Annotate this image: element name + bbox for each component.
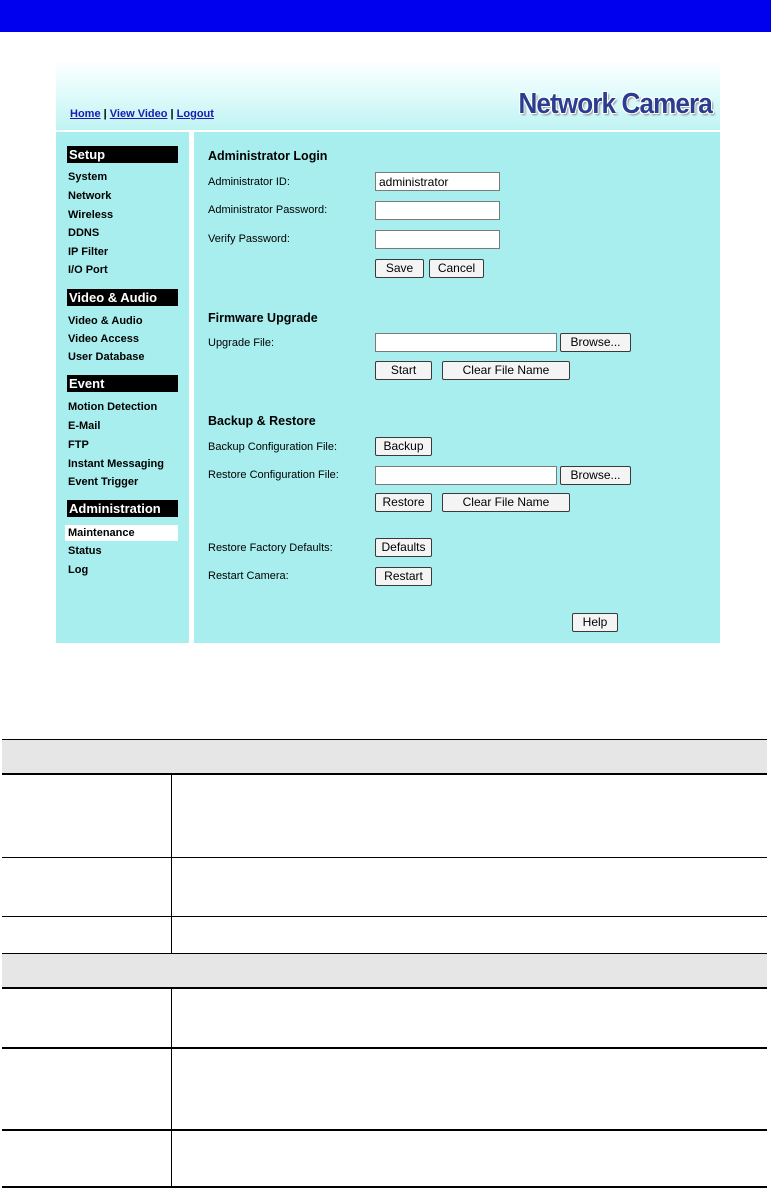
restart-camera-label: Restart Camera: [208, 570, 289, 582]
sidebar-item-ip-filter[interactable]: IP Filter [68, 246, 109, 258]
restore-browse-button[interactable]: Browse... [560, 466, 631, 485]
sidebar-item-system[interactable]: System [68, 171, 108, 183]
table-row [2, 1049, 767, 1131]
sidebar-item-email[interactable]: E-Mail [68, 420, 101, 432]
save-button[interactable]: Save [375, 259, 424, 278]
maintenance-panel [194, 132, 720, 643]
sidebar-section-administration: Administration [67, 500, 178, 517]
page-header [56, 60, 720, 130]
sidebar-item-motion-detection[interactable]: Motion Detection [68, 401, 158, 413]
sidebar-item-ddns[interactable]: DDNS [68, 227, 100, 239]
top-banner [0, 0, 771, 32]
sidebar-item-ftp[interactable]: FTP [68, 439, 89, 451]
verify-password-input[interactable] [375, 230, 500, 249]
table-cell [2, 917, 172, 953]
sidebar-item-event-trigger[interactable]: Event Trigger [68, 476, 139, 488]
backup-config-label: Backup Configuration File: [208, 441, 338, 453]
firmware-clear-file-button[interactable]: Clear File Name [442, 361, 570, 380]
nav-separator: | [170, 108, 174, 120]
restore-file-input[interactable] [375, 466, 557, 485]
table-row [2, 1131, 767, 1188]
sidebar-section-event: Event [67, 375, 178, 392]
upgrade-file-label: Upgrade File: [208, 337, 275, 349]
firmware-browse-button[interactable]: Browse... [560, 333, 631, 352]
sidebar-item-log[interactable]: Log [68, 564, 89, 576]
admin-login-heading: Administrator Login [208, 149, 328, 163]
sidebar-section-setup: Setup [67, 146, 178, 163]
home-link[interactable]: Home [70, 108, 101, 120]
top-nav [70, 108, 214, 120]
sidebar-item-status[interactable]: Status [68, 545, 102, 557]
sidebar-item-instant-messaging[interactable]: Instant Messaging [68, 458, 164, 470]
network-camera-logo: Network Camera [518, 88, 712, 120]
admin-id-label: Administrator ID: [208, 176, 290, 188]
admin-password-label: Administrator Password: [208, 204, 328, 216]
verify-password-label: Verify Password: [208, 233, 290, 245]
restore-button[interactable]: Restore [375, 493, 432, 512]
sidebar-item-video-audio[interactable]: Video & Audio [68, 315, 143, 327]
view-video-link[interactable]: View Video [109, 108, 168, 120]
backup-button[interactable]: Backup [375, 437, 432, 456]
restore-clear-file-button[interactable]: Clear File Name [442, 493, 570, 512]
table-cell [2, 1131, 172, 1186]
sidebar-item-network[interactable]: Network [68, 190, 112, 202]
admin-id-input[interactable] [375, 172, 500, 191]
camera-admin-window [56, 60, 720, 643]
table-cell [2, 1049, 172, 1129]
upgrade-file-input[interactable] [375, 333, 557, 352]
sidebar-item-user-database[interactable]: User Database [68, 351, 145, 363]
restart-button[interactable]: Restart [375, 567, 432, 586]
sidebar-item-wireless[interactable]: Wireless [68, 209, 114, 221]
defaults-button[interactable]: Defaults [375, 538, 432, 557]
table-section-header [2, 953, 767, 989]
backup-restore-heading: Backup & Restore [208, 414, 316, 428]
nav-separator: | [103, 108, 107, 120]
table-row [2, 858, 767, 917]
logout-link[interactable]: Logout [176, 108, 214, 120]
table-row [2, 917, 767, 953]
table-cell [2, 858, 172, 916]
start-upgrade-button[interactable]: Start [375, 361, 432, 380]
sidebar-section-video-audio: Video & Audio [67, 289, 178, 306]
sidebar [56, 132, 189, 643]
table-row [2, 989, 767, 1049]
table-cell [2, 775, 172, 857]
table-section-header [2, 739, 767, 775]
factory-defaults-label: Restore Factory Defaults: [208, 542, 333, 554]
table-row [2, 775, 767, 858]
settings-description-table [2, 739, 767, 1193]
restore-config-label: Restore Configuration File: [208, 469, 339, 481]
sidebar-item-maintenance[interactable]: Maintenance [65, 525, 178, 541]
firmware-upgrade-heading: Firmware Upgrade [208, 311, 318, 325]
sidebar-item-video-access[interactable]: Video Access [68, 333, 139, 345]
sidebar-item-io-port[interactable]: I/O Port [68, 264, 108, 276]
admin-password-input[interactable] [375, 201, 500, 220]
help-button[interactable]: Help [572, 613, 618, 632]
table-cell [2, 989, 172, 1047]
cancel-button[interactable]: Cancel [429, 259, 484, 278]
